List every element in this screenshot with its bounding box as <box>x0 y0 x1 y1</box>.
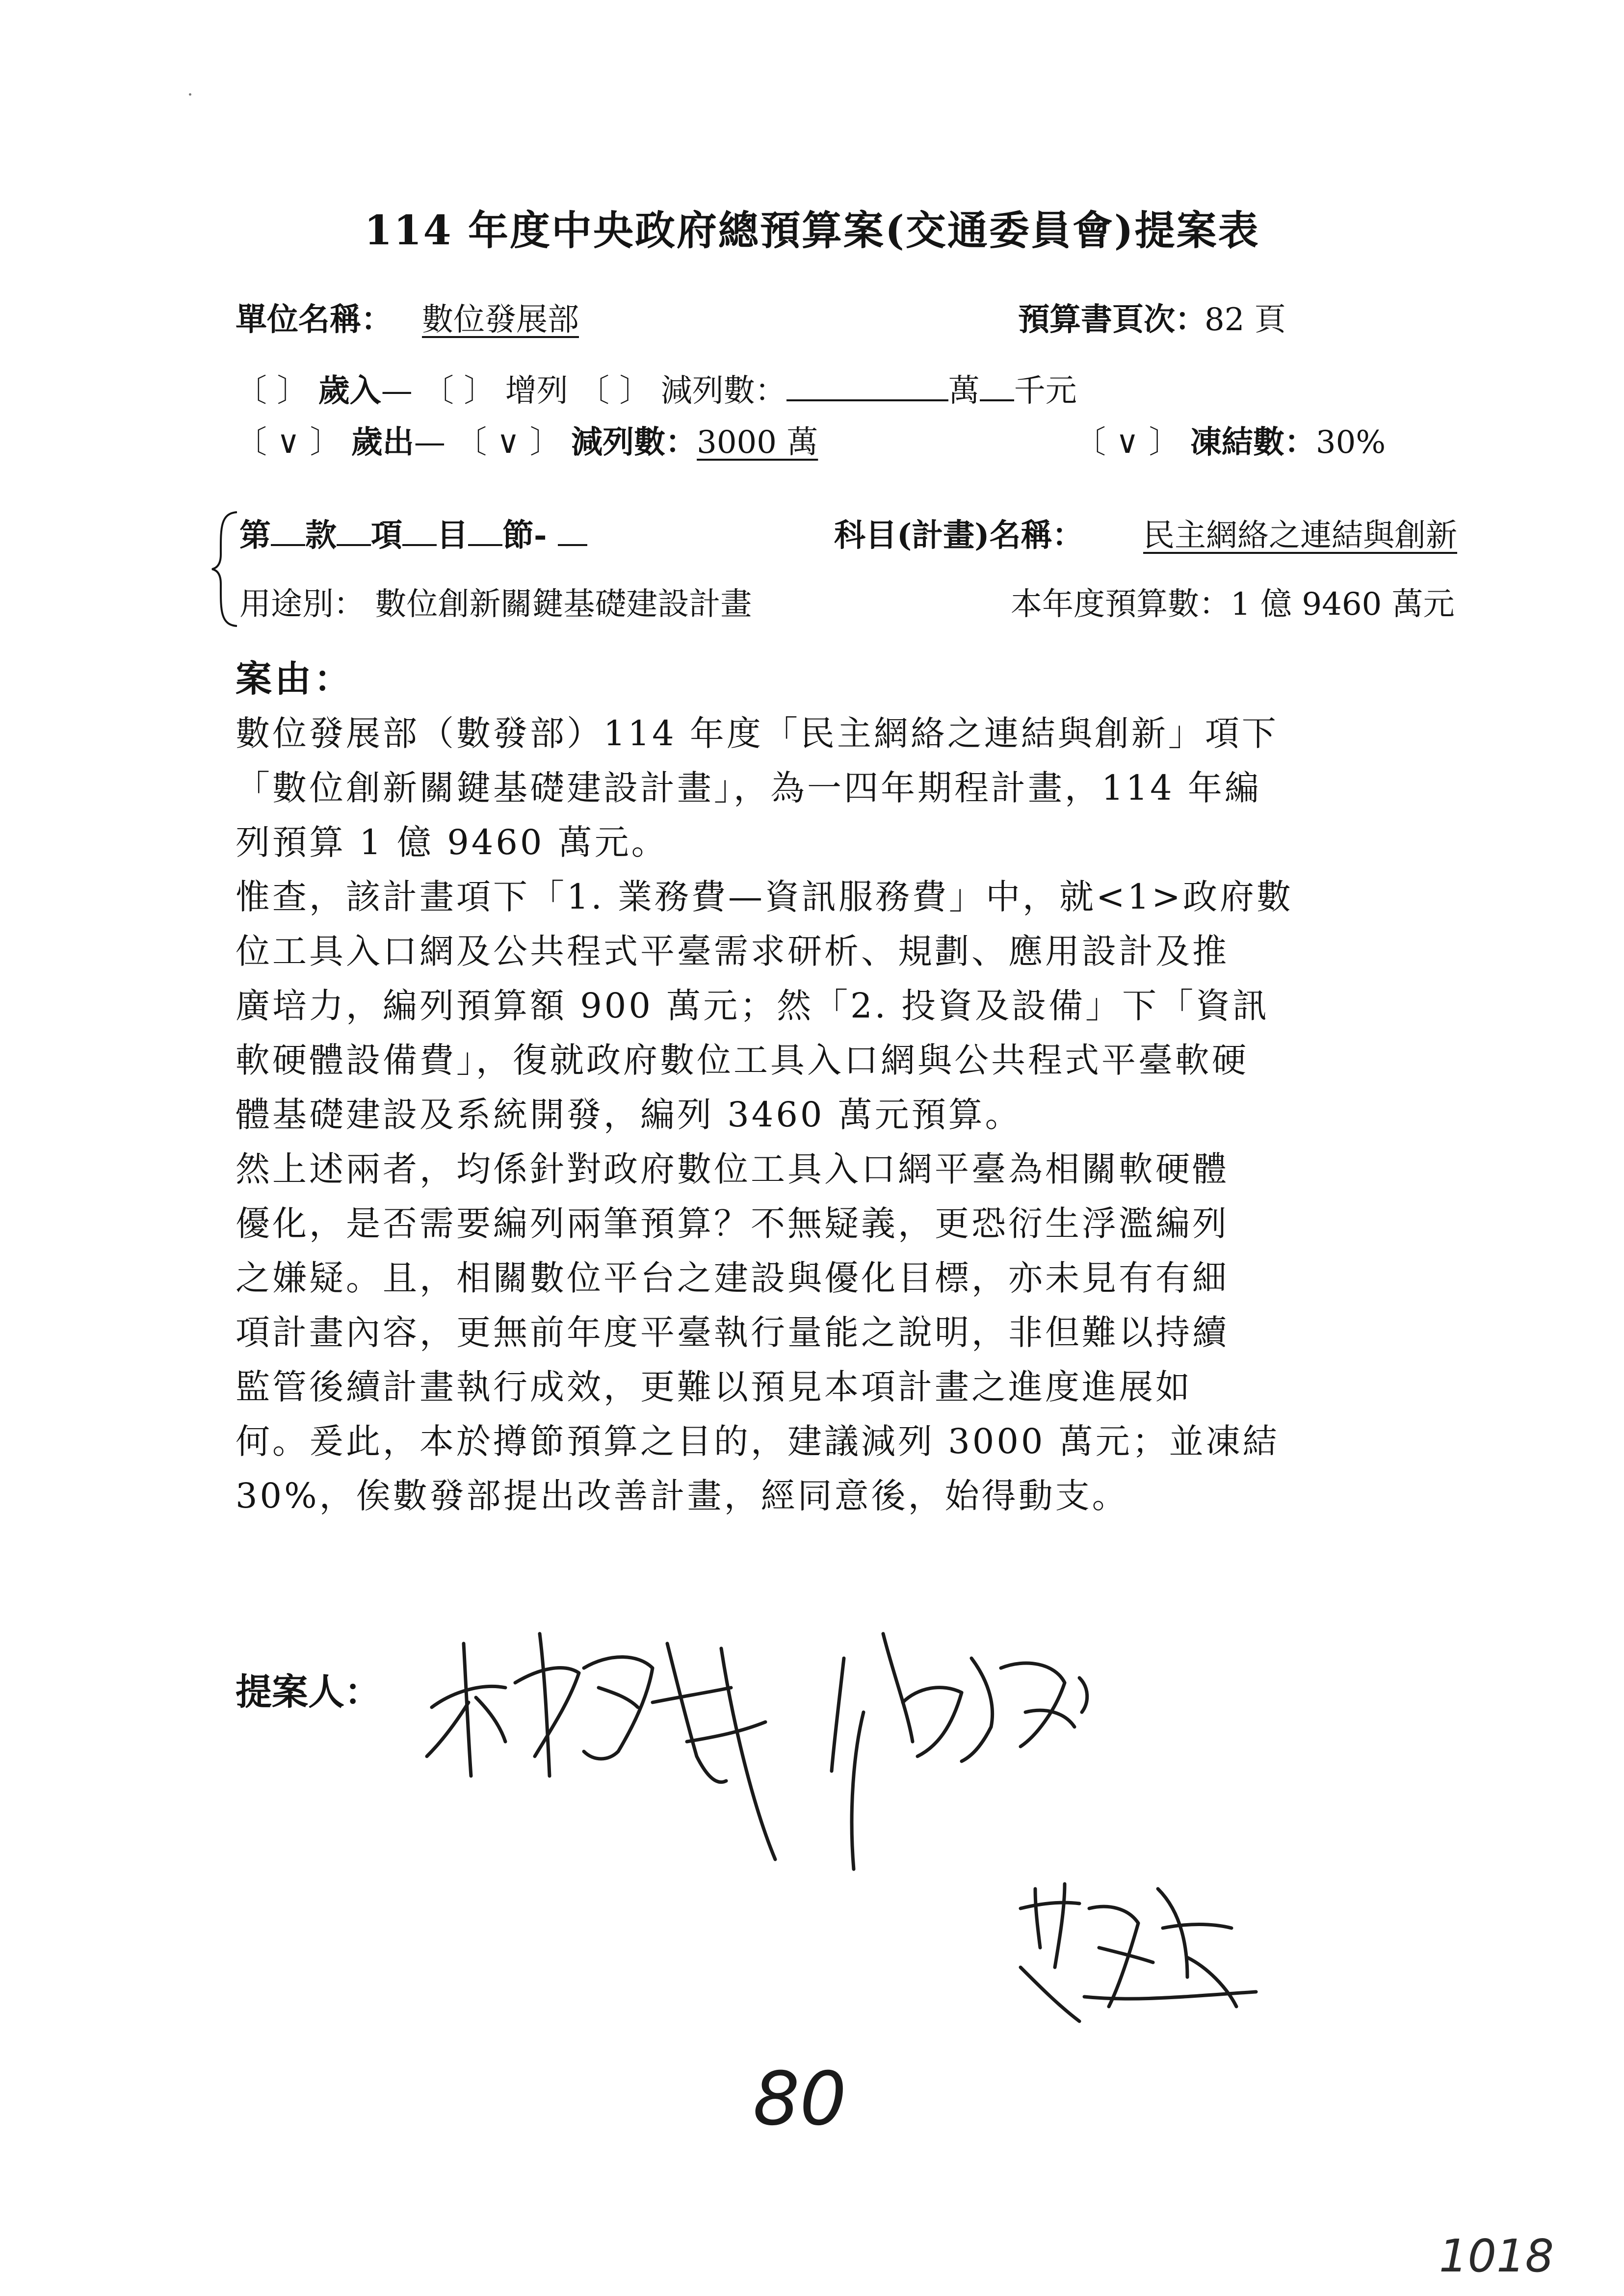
reason-line: 位工具入口網及公共程式平臺需求研析、規劃、應用設計及推 <box>236 931 1229 971</box>
revenue-wan-blank <box>786 372 948 401</box>
revenue-dash: — <box>381 373 413 409</box>
revenue-wan-unit: 萬 <box>948 373 980 409</box>
left-brace <box>210 510 239 628</box>
freeze-row <box>1074 417 1386 462</box>
reason-line: 之嫌疑。且，相關數位平台之建設與優化目標，亦未見有有細 <box>236 1258 1229 1298</box>
revenue-qian-unit: 千元 <box>1014 373 1077 409</box>
item-mu: 目 <box>437 517 468 554</box>
handwritten-page-number <box>726 2051 873 2149</box>
signature-1-stroke <box>599 1688 638 1707</box>
signature-2-stroke <box>903 1688 962 1756</box>
item-jie: 節- <box>502 517 547 554</box>
reason-line: 軟硬體設備費」，復就政府數位工具入口網與公共程式平臺軟硬 <box>236 1040 1249 1080</box>
freeze-value: 30% <box>1315 424 1386 461</box>
reason-line: 體基礎建設及系統開發，編列 3460 萬元預算。 <box>236 1095 1022 1135</box>
revenue-label: 歲入 <box>318 372 381 409</box>
scan-speck <box>189 93 191 96</box>
item-di: 第 <box>239 517 271 554</box>
annual-budget <box>1011 579 1455 624</box>
signature-3-stroke <box>1021 1903 1079 1908</box>
handwritten-footer-number-text: 1018 <box>1439 2230 1554 2282</box>
annual-budget-label: 本年度預算數： <box>1011 586 1231 623</box>
signature-2-stroke <box>1025 1710 1074 1727</box>
handwritten-signatures <box>422 1614 1354 2056</box>
reason-body <box>236 706 1492 1523</box>
expenditure-label: 歲出 <box>351 424 414 461</box>
signature-2-stroke <box>883 1634 913 1742</box>
item-mu-blank <box>402 517 437 546</box>
item-kuan-blank <box>271 517 305 546</box>
reason-line: 然上述兩者，均係針對政府數位工具入口網平臺為相關軟硬體 <box>236 1149 1229 1189</box>
expenditure-decrease-label: 減列數： <box>571 424 697 461</box>
expenditure-decrease-checkbox: 〔 ∨ 〕 <box>455 424 561 461</box>
reason-heading: 案由： <box>236 658 353 700</box>
expenditure-dash: — <box>414 424 445 461</box>
form-title: 114 年度中央政府總預算案(交通委員會)提案表 <box>364 207 1260 254</box>
subject-value: 民主網絡之連結與創新 <box>1143 518 1457 554</box>
item-kuan: 款 <box>305 517 337 554</box>
handwritten-page-number-text: 80 <box>753 2057 847 2142</box>
reason-line: 何。爰此，本於撙節預算之目的，建議減列 3000 萬元；並凍結 <box>236 1421 1280 1461</box>
unit-label: 單位名稱： <box>236 301 393 338</box>
reason-line: 惟查，該計畫項下「1. 業務費—資訊服務費」中，就<1>政府數 <box>236 877 1293 917</box>
revenue-increase-label: 增列 <box>505 373 568 409</box>
expenditure-row <box>236 417 818 462</box>
signature-2-stroke <box>832 1658 844 1771</box>
reason-line: 30%，俟數發部提出改善計畫，經同意後，始得動支。 <box>236 1476 1129 1516</box>
revenue-qian-blank <box>980 372 1014 401</box>
signature-1-stroke <box>584 1657 653 1759</box>
signature-1-stroke <box>721 1648 775 1859</box>
freeze-label: 凍結數： <box>1190 424 1316 461</box>
item-code-line <box>239 510 587 555</box>
reason-line: 列預算 1 億 9460 萬元。 <box>236 822 668 862</box>
reason-line: 優化，是否需要編列兩筆預算？不無疑義，更恐衍生浮濫編列 <box>236 1203 1229 1244</box>
signature-1-stroke <box>427 1702 469 1756</box>
signature-2-stroke <box>1001 1663 1065 1747</box>
usage-line <box>239 579 752 624</box>
unit-value: 數位發展部 <box>422 302 579 338</box>
reason-line: 廣培力，編列預算額 900 萬元；然「2. 投資及設備」下「資訊 <box>236 986 1270 1026</box>
signature-1-stroke <box>653 1688 731 1702</box>
signature-3-stroke <box>1163 1925 1231 1929</box>
budget-page-value: 82 頁 <box>1205 302 1286 338</box>
revenue-checkbox: 〔 〕 <box>236 373 309 409</box>
handwritten-footer-number <box>1438 2222 1555 2291</box>
expenditure-checkbox: 〔 ∨ 〕 <box>236 424 341 461</box>
item-xiang: 項 <box>371 517 402 554</box>
revenue-increase-checkbox: 〔 〕 <box>422 373 496 409</box>
signature-3-stroke <box>1055 1884 1065 1967</box>
signature-1-stroke <box>667 1644 726 1782</box>
revenue-decrease-checkbox: 〔 〕 <box>578 373 651 409</box>
signature-3-stroke <box>1158 1889 1187 1977</box>
signature-2-stroke <box>1079 1678 1087 1712</box>
proposer-label: 提案人： <box>236 1671 381 1713</box>
signature-3-stroke <box>1021 1967 1079 2021</box>
reason-line: 項計畫內容，更無前年度平臺執行量能之說明，非但難以持續 <box>236 1312 1229 1353</box>
signature-1-stroke <box>476 1697 505 1742</box>
usage-value: 數位創新關鍵基礎建設計畫 <box>375 586 752 623</box>
item-sub-blank <box>558 517 587 546</box>
signature-1-stroke <box>687 1722 765 1742</box>
signature-3-stroke <box>1187 1957 1236 2007</box>
signature-2-stroke <box>852 1712 864 1869</box>
reason-line: 監管後續計畫執行成效，更難以預見本項計畫之進度進展如 <box>236 1367 1192 1407</box>
revenue-row <box>236 365 1077 411</box>
signature-3-stroke <box>1035 1889 1040 1948</box>
reason-line: 數位發展部（數發部）114 年度「民主網絡之連結與創新」項下 <box>236 713 1279 754</box>
revenue-decrease-label: 減列數： <box>660 373 786 409</box>
item-jie-blank <box>468 517 502 546</box>
subject-label: 科目(計畫)名稱： <box>834 517 1084 554</box>
usage-label: 用途別： <box>239 586 365 623</box>
annual-budget-value: 1 億 9460 萬元 <box>1231 586 1455 623</box>
expenditure-decrease-value: 3000 萬 <box>697 424 818 461</box>
signature-1-stroke <box>540 1634 550 1776</box>
freeze-checkbox: 〔 ∨ 〕 <box>1074 424 1180 461</box>
signature-2-stroke <box>962 1658 993 1761</box>
budget-page-label: 預算書頁次： <box>1018 301 1206 338</box>
reason-line: 「數位創新關鍵基礎建設計畫」，為一四年期程計畫，114 年編 <box>236 768 1261 808</box>
item-xiang-blank <box>337 517 371 546</box>
